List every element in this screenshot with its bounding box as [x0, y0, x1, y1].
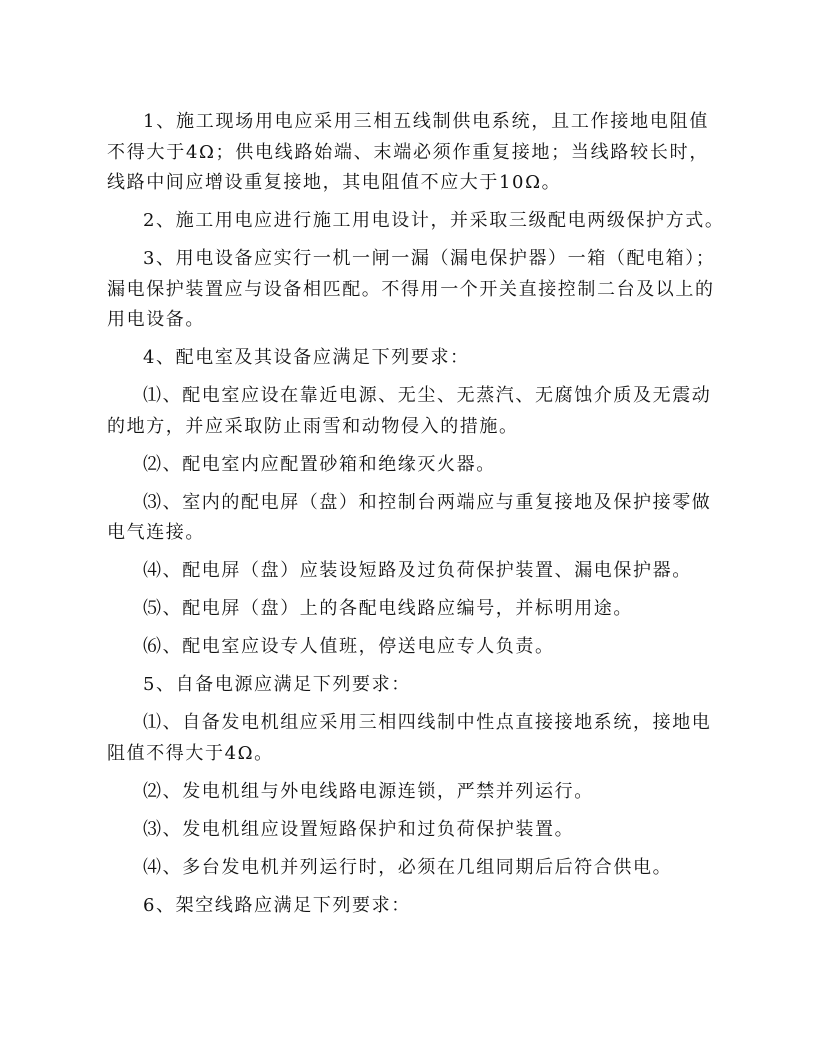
paragraph [107, 632, 709, 663]
paragraph [107, 815, 709, 846]
paragraph-line: ⑶、发电机组应设置短路保护和过负荷保护装置。 [143, 818, 575, 840]
paragraph [107, 891, 709, 922]
paragraph [107, 488, 712, 549]
paragraph-line: 6、架空线路应满足下列要求： [143, 894, 411, 916]
paragraph-line: 阻值不得大于4Ω。 [107, 742, 274, 764]
paragraph-line: ⑷、多台发电机并列运行时，必须在几组同期后后符合供电。 [143, 856, 673, 878]
paragraph-line: ⑹、配电室应设专人值班，停送电应专人负责。 [143, 636, 555, 657]
paragraph [107, 670, 709, 701]
paragraph-line: ⑸、配电屏（盘）上的各配电线路应编号，并标明用途。 [143, 598, 633, 619]
paragraph-line: 电气连接。 [107, 522, 205, 543]
paragraph-line: 5、自备电源应满足下列要求： [143, 674, 411, 695]
paragraph [107, 594, 709, 625]
paragraph [107, 853, 709, 884]
paragraph [107, 777, 709, 808]
paragraph-line: ⑵、配电室内应配置砂箱和绝缘灭火器。 [143, 453, 496, 475]
paragraph [107, 450, 709, 481]
paragraph-line: 3、用电设备应实行一机一闸一漏（漏电保护器）一箱（配电箱）； [143, 248, 716, 269]
paragraph-line: 线路中间应增设重复接地，其电阻值不应大于10Ω。 [107, 172, 562, 193]
paragraph-line: ⑴、配电室应设在靠近电源、无尘、无蒸汽、无腐蚀介质及无震动 [143, 385, 712, 406]
paragraph-line: 1、施工现场用电应采用三相五线制供电系统，且工作接地电阻值 [143, 111, 709, 132]
paragraph-line: 2、施工用电应进行施工用电设计，并采取三级配电两级保护方式。 [143, 210, 725, 231]
paragraph [107, 206, 725, 237]
paragraph-line: ⑴、自备发电机组应采用三相四线制中性点直接接地系统，接地电 [143, 712, 712, 733]
paragraph-line: 用电设备。 [107, 309, 205, 330]
document-body [107, 107, 725, 929]
paragraph-line: 漏电保护装置应与设备相匹配。不得用一个开关直接控制二台及以上的 [107, 278, 715, 300]
paragraph-line: ⑷、配电屏（盘）应装设短路及过负荷保护装置、漏电保护器。 [143, 560, 692, 581]
paragraph-line: ⑵、发电机组与外电线路电源连锁，严禁并列运行。 [143, 780, 594, 802]
paragraph-line: 的地方，并应采取防止雨雪和动物侵入的措施。 [107, 415, 519, 437]
paragraph-line: 不得大于4Ω；供电线路始端、末端必须作重复接地；当线路较长时， [107, 141, 709, 163]
paragraph-line: 4、配电室及其设备应满足下列要求： [143, 347, 470, 368]
paragraph [107, 107, 709, 199]
paragraph-line: ⑶、室内的配电屏（盘）和控制台两端应与重复接地及保护接零做 [143, 491, 712, 513]
paragraph [107, 556, 709, 587]
paragraph [107, 381, 712, 442]
paragraph [107, 708, 712, 769]
paragraph [107, 343, 709, 374]
paragraph [107, 244, 716, 336]
